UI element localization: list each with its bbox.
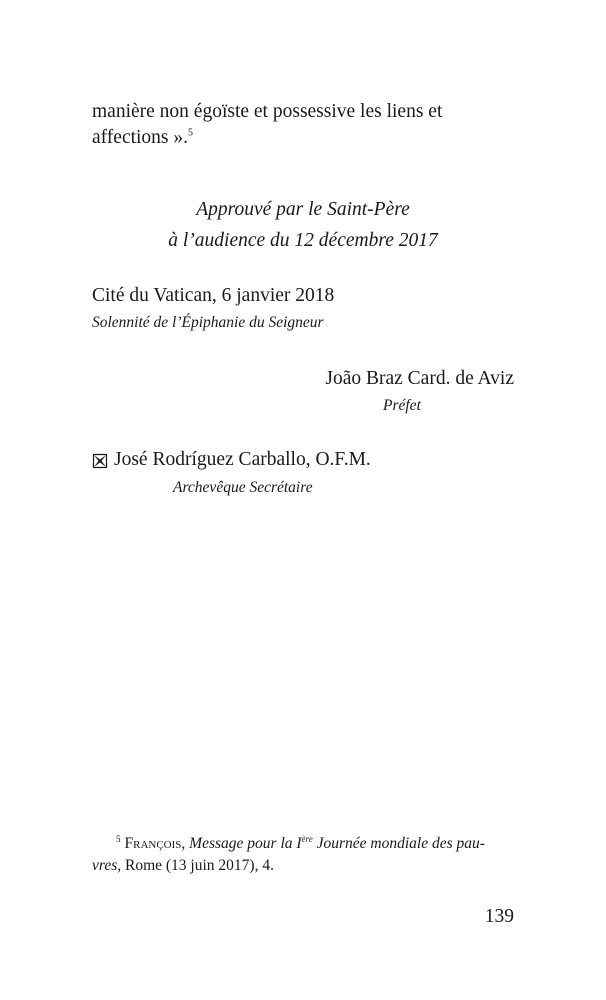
maltese-cross-icon [92,451,108,467]
footnote-number: 5 [116,833,121,844]
place-date: Cité du Vatican, 6 janvier 2018 [92,285,335,306]
body-line-1: manière non égoïste et possessive les liens et [92,101,443,122]
footnote-author: François, [124,835,186,852]
footnote [92,833,518,877]
approval-block [92,194,514,256]
footnote-title-2: Journée mondiale des pau- [312,835,485,852]
footnote-title-3: vres, [92,857,122,874]
signatory-2-line [92,447,371,473]
body-line-2-end: . [183,127,189,148]
body-paragraph [92,99,522,151]
page-number: 139 [484,906,514,927]
feast-day: Solennité de l’Épiphanie du Seigneur [92,314,324,331]
signatory-1-title: Préfet [383,397,421,414]
body-line-2-text: affections » [92,127,184,148]
signatory-2-title: Archevêque Secrétaire [173,479,313,496]
signatory-2-name: José Rodríguez Carballo, O.F.M. [114,449,371,470]
approval-line-1: Approuvé par le Saint-Père [196,199,410,220]
signatory-1-name: João Braz Card. de Aviz [325,368,514,389]
footnote-title-1: Message pour la I [189,835,302,852]
body-line-2 [92,125,522,151]
footnote-rest: Rome (13 juin 2017), 4. [121,857,274,874]
footnote-reference[interactable]: 5 [188,127,194,139]
footnote-title-sup: ère [301,833,313,844]
approval-line-2: à l’audience du 12 décembre 2017 [168,230,438,251]
